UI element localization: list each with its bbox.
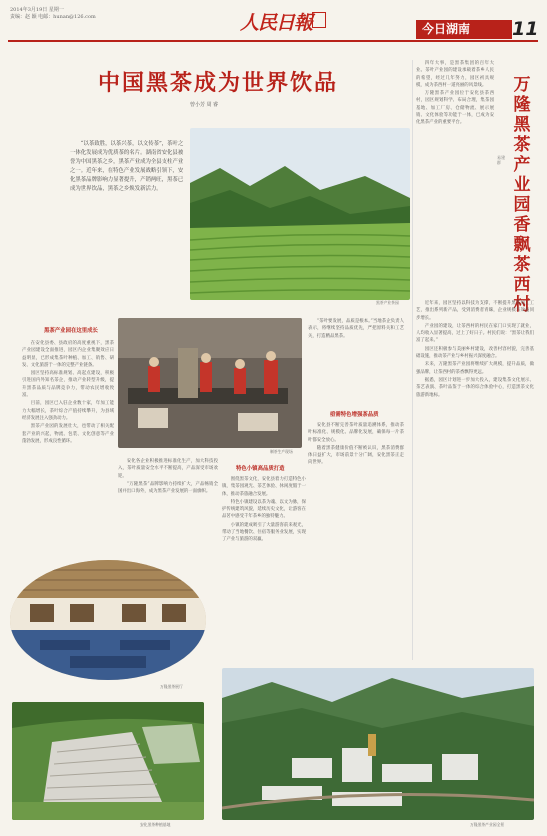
factory-workers-photo bbox=[118, 318, 302, 448]
paragraph: 随着黑茶健康价值不断被认识，黑茶消费群体日益扩大，市场前景十分广阔，安化黑茶正走向世界。 bbox=[308, 445, 404, 466]
paragraph: 未来，万隆黑茶产业园将继续扩大规模，提升品质，做强品牌，让茶西村的茶香飘得更远。 bbox=[416, 362, 534, 375]
factory-caption: 制茶生产现场 bbox=[270, 449, 293, 454]
masthead-rule bbox=[8, 40, 538, 42]
planting-base-photo bbox=[12, 702, 204, 820]
paragraph: 据悉，园区计划进一步加大投入，建设集茶文化展示、茶艺表演、茶叶品鉴于一体的综合体验中心，打造黑茶文化旅游新地标。 bbox=[416, 377, 534, 398]
paragraph: 万隆黑茶产业园位于安化县茶西村，园区规划科学、布局合理，集茶园基地、加工厂房、仓储物流、展示展销、文化体验等功能于一体，已成为安化黑茶产业的重要平台。 bbox=[416, 91, 494, 126]
masthead-editor: 责编：赵 颖 电邮：hunan@126.com bbox=[10, 14, 96, 20]
section-heading-quality: 亟需特色增强茶品质 bbox=[330, 412, 379, 418]
sidebar-title: 万隆黑茶产业园香飘茶西村 bbox=[513, 75, 531, 315]
planting-base-caption: 安化黑茶种植基地 bbox=[140, 822, 171, 827]
tea-plantation-illustration bbox=[190, 128, 410, 300]
paragraph: 园区还积极参与美丽乡村建设，改善村容村貌，完善基础设施，推动茶产业与乡村振兴深度融合。 bbox=[416, 346, 534, 360]
sidebar-author: 易建群 bbox=[497, 155, 505, 165]
paragraph: 安化各企业积极推进标准化生产，加大科技投入，茶叶质量安全水平不断提高，产品深受市场欢迎。 bbox=[118, 459, 218, 479]
article-lede: “以茶致胜，以茶兴茶，以文传茶”，茶叶之一体化发展成为优质茶的名片。湖南省安化县被誉为中国黑茶之乡，黑茶产业成为全县支柱产业之一。近年来，在特色产业发展战略引领下，安化黑茶品牌影响力显著提升，产销两旺，黑茶已成为世界饮品，黑茶之乡焕发新活力。 bbox=[70, 141, 184, 193]
industrial-park-photo bbox=[222, 668, 534, 820]
paragraph: 围绕黑茶文化，安化县着力打造特色小镇，集茶园观光、茶艺体验、休闲度假于一体，推动茶旅融合发展。 bbox=[222, 477, 306, 497]
paragraph: 园区坚持高标准规划、高起点建设，积极引进国内外知名茶企，推动产业转型升级，提升黑茶品质与品牌竞争力，带动农民增收致富。 bbox=[22, 371, 114, 399]
newspaper-logo: 人民日報 bbox=[240, 12, 313, 34]
sidebar-column bbox=[416, 60, 494, 128]
industrial-park-caption: 万隆黑茶产业园全景 bbox=[470, 822, 505, 827]
exhibition-hall-caption: 万隆黑茶展厅 bbox=[160, 684, 183, 689]
paragraph: 小镇的建成吸引了大量游客前来观光，带动了当地餐饮、住宿等服务业发展，实现了产业与旅游的双赢。 bbox=[222, 522, 306, 543]
paragraph: 黑茶产业园的发展壮大，也带动了相关配套产业的兴起，物流、包装、文化创意等产业蓬勃发展，形成良性循环。 bbox=[22, 424, 114, 444]
paragraph: 近年来，园区坚持以科技为支撑，不断提升黑茶加工工艺，推出系列新产品，受到消费者青睐，企业规模与效益同步增长。 bbox=[416, 301, 534, 321]
article-column-2 bbox=[118, 458, 218, 496]
paragraph: 安化县不断完善茶叶质量追溯体系，推动茶叶标准化、规模化、品牌化发展，确保每一片茶叶都安全放心。 bbox=[308, 423, 404, 443]
article-column-4-top bbox=[308, 318, 404, 341]
section-heading-park: 黑茶产业园在这里成长 bbox=[44, 328, 98, 334]
page-number: 11 bbox=[512, 18, 539, 40]
paragraph: 特色小镇建设以茶为魂、以文为脉，保护传统建筑风貌，延续历史文化，让游客在品茗中感受千年茶乡的独特魅力。 bbox=[222, 499, 306, 520]
sidebar-divider bbox=[412, 60, 413, 660]
paragraph: “万隆黑茶”品牌影响力持续扩大，产品畅销全国并出口海外，成为黑茶产业发展的一面旗帜。 bbox=[118, 481, 218, 495]
paragraph: 目前，园区已入驻企业数十家，年加工能力大幅增长，茶叶综合产值持续攀升，为县域经济发展注入强劲动力。 bbox=[22, 401, 114, 421]
tea-plantation-caption: 黑茶产业茶园 bbox=[376, 300, 399, 305]
article-byline: 曾小芳 周 睿 bbox=[190, 102, 219, 108]
page-headline: 中国黑茶成为世界饮品 bbox=[97, 71, 338, 96]
masthead bbox=[0, 0, 547, 44]
planting-base-illustration bbox=[12, 702, 204, 820]
sidebar-column-lower bbox=[416, 300, 534, 400]
exhibition-hall-illustration bbox=[10, 560, 206, 680]
factory-illustration bbox=[118, 318, 302, 448]
article-column-3 bbox=[222, 476, 306, 545]
section-label: 今日湖南 bbox=[416, 20, 512, 39]
exhibition-hall-photo bbox=[10, 560, 206, 680]
logo-seal-icon bbox=[312, 12, 326, 28]
masthead-date: 2014年3月19日 星期一 bbox=[10, 7, 64, 13]
masthead-meta bbox=[10, 7, 96, 21]
article-column-4 bbox=[308, 422, 404, 468]
paragraph: 四年大事，是黑茶集团的百年大业。茶叶产业园的建设承载着茶乡人民的希望，经过几年努力，园区初具规模，成为茶西村一道亮丽的风景线。 bbox=[416, 61, 494, 88]
paragraph: 在安化县委、县政府的高度重视下，黑茶产业园建设全面推进，园区内企业集聚效应日益明显，已形成集茶叶种植、加工、销售、研发、文化旅游于一体的完整产业链条。 bbox=[22, 341, 114, 368]
tea-plantation-photo bbox=[190, 128, 410, 300]
paragraph: 产业园的建设，让茶西村的村民在家门口实现了就业，人均收入显著提高，过上了好日子。村民们说：“黑茶让我们富了起来。” bbox=[416, 323, 534, 344]
paragraph: “茶叶要发展，品质是根本。”当地茶企负责人表示，将继续坚持品质优先，严把原料关和工艺关，打造精品黑茶。 bbox=[308, 319, 404, 339]
industrial-park-illustration bbox=[222, 668, 534, 820]
article-column-1 bbox=[22, 340, 114, 446]
section-heading-town: 特色小镇高品质打造 bbox=[236, 466, 285, 472]
